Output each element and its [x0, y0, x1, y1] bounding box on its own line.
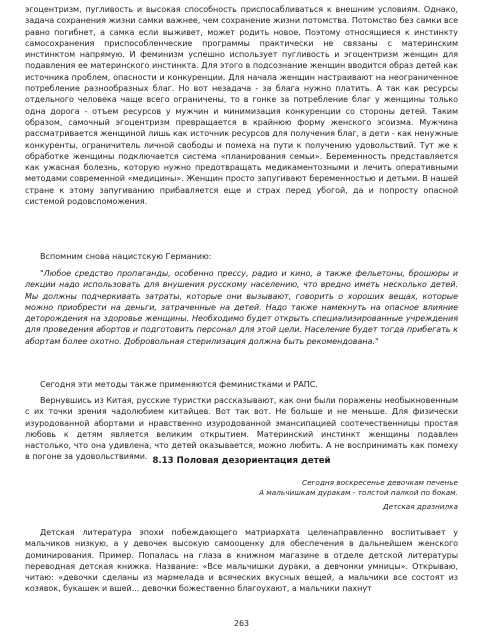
- epigraph: [25, 478, 458, 512]
- epigraph-line-2: А мальчишкам дуракам - толстой палкой по бокам.: [258, 488, 458, 497]
- page-number: 263: [233, 619, 250, 628]
- paragraph-1: эгоцентризм, пугливость и высокая способность приспосабливаться к внешним условиям. Однако, задача сохранения жизни самки важнее, чем сохранение жизни потомства. Потомство без самки все равно погибнет, а самка если выживет, может родить новое. Поэтому относящиеся к инстинкту самосохранения приспособленческие программы практически не связаны с материнским инстинктом напрямую. И феминизм успешно использует пугливость и эгоцентризм женщин для подавления ее материнского инстинкта. Для этого в подсознание женщин вводится образ детей как источника проблем, опасности и конкуренции. Для начала женщин настраивают на неограниченное потребление разнообразных благ. Но вот незадача - за блага нужно платить. А так как ресурсы отдельного человека чаще всего ограничены, то в гонке за потребление благ у женщины только одна дорога - отъем ресурсов у мужчин и минимизация конкуренции со стороны детей. Таким образом, самочный эгоцентризм превращается в крайнюю форму женского эгоизма. Мужчина рассматривается женщиной лишь как источник ресурсов для получения благ, а дети - как ненужные конкуренты, ограничитель личной свободы и помеха на пути к получению удовольствий. Тут же к обработке женщины подключается система «планирования семьи». Беременность представляется как ужасная болезнь, которую нужно предотвращать медикаментозными и лечить оперативными методами современной «медицины». Женщин просто запугивают беременностью и детьми. В нашей стране к этому запугиванию прибавляется еще и страх перед убогой, да и попросту опасной системой родовспоможения.: [25, 5, 458, 207]
- paragraph-2: Вспомним снова нацистскую Германию:: [40, 252, 212, 261]
- epigraph-source: Детская дразнилка: [382, 502, 458, 511]
- quote-block: "Любое средство пропаганды, особенно прессу, радио и кино, а также фельетоны, брошюры и лекции надо использовать для внушения русскому населению, что вредно иметь несколько детей. Мы должны подчеркивать затраты, которые они вызывают, говорить о хороших вещах, которые можно приобрести на деньги, затраченные на детей. Надо также намекнуть на опасное влияние деторождения на здоровье женщины. Необходимо будет открыть специализированные учреждения для проведения абортов и подготовить персонал для этой цели. Население будет тогда прибегать к абортам более охотно. Добровольная стерилизация должна быть рекомендована.": [25, 269, 458, 346]
- paragraph-4: Вернувшись из Китая, русские туристки рассказывают, как они были поражены необыкновенным с их точки зрения чадолюбием китайцев. Вот так вот. Не больше и не меньше. Для физически изуродованной абортами и нравственно изуродованной эмансипацией соотечественницы простая любовь к детям является великим открытием. Материнский инстинкт женщины подавлен настолько, что она удивлена, что детей оказывается, можно любить. А не воспринимать как помеху в погоне за удовольствиями.: [25, 396, 458, 462]
- epigraph-line-1: Сегодня воскресенье девочкам печенье: [301, 478, 458, 487]
- section-heading: 8.13 Половая дезориентация детей: [152, 456, 331, 466]
- paragraph-3: Сегодня эти методы также применяются феминистками и РАПС.: [40, 380, 318, 389]
- paragraph-5: Детская литература эпохи побеждающего матриархата целенаправленно воспитывает у мальчиков низкую, а у девочек высокую самооценку для обеспечения в дальнейшем женского доминирования. Пример. Попалась на глаза в книжном магазине в отделе детской литературы переводная детская книжка. Название: «Все мальчишки дураки, а девчонки умницы». Открываю, читаю: «девочки сделаны из мармелада и всяческих вкусных вещей, а мальчики все состоят из козявок, букашек и вшей... девочки божественно благоухают, а мальчики пахнут: [25, 528, 458, 594]
